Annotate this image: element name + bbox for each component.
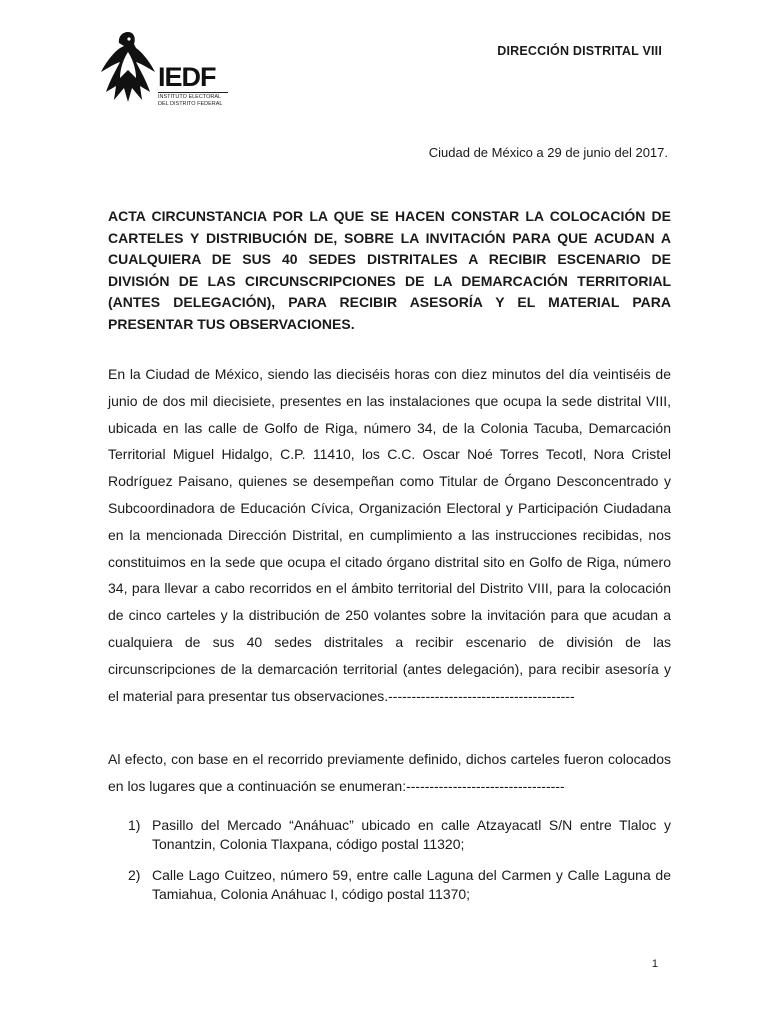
list-item — [108, 866, 671, 904]
list-item-text: Calle Lago Cuitzeo, número 59, entre calle Laguna del Carmen y Calle Laguna de Tamiahua, Colonia Anáhuac I, código postal 11370; — [152, 867, 671, 902]
logo-subtitle — [158, 92, 228, 107]
date-line: Ciudad de México a 29 de junio del 2017. — [428, 145, 668, 160]
iedf-logo — [98, 28, 228, 107]
list-item-number: 1) — [128, 817, 141, 833]
dove-emblem-icon — [98, 28, 162, 104]
list-item — [108, 816, 671, 854]
locations-list — [108, 816, 671, 916]
body-paragraph-2: Al efecto, con base en el recorrido previamente definido, dichos carteles fueron colocados en los lugares que a continuación se enumeran:---------------------------------- — [108, 751, 671, 794]
document-title: ACTA CIRCUNSTANCIA POR LA QUE SE HACEN CONSTAR LA COLOCACIÓN DE CARTELES Y DISTRIBUCIÓN DE, SOBRE LA INVITACIÓN PARA QUE ACUDAN A CUALQUIERA DE SUS 40 SEDES DISTRITALES A RECIBIR ESCENARIO DE DIVISIÓN DE LAS CIRCUNSCRIPCIONES DE LA DEMARCACIÓN TERRITORIAL (ANTES DELEGACIÓN), PARA RECIBIR ASESORÍA Y EL MATERIAL PARA PRESENTAR TUS OBSERVACIONES. — [108, 208, 671, 332]
body-paragraph-1: En la Ciudad de México, siendo las dieciséis horas con diez minutos del día veintiséis de junio de dos mil diecisiete, presentes en las instalaciones que ocupa la sede distrital VIII, ubicada en las calle de Golfo de Riga, número 34, de la Colonia Tacuba, Demarcación Territorial Miguel Hidalgo, C.P. 11410, los C.C. Oscar Noé Torres Tecotl, Nora Cristel Rodríguez Paisano, quienes se desempeñan como Titular de Órgano Desconcentrado y Subcoordinadora de Educación Cívica, Organización Electoral y Participación Ciudadana en la mencionada Dirección Distrital, en cumplimiento a las instrucciones recibidas, nos constituimos en la sede que ocupa el citado órgano distrital sito en Golfo de Riga, número 34, para llevar a cabo recorridos en el ámbito territorial del Distrito VIII, para la colocación de cinco carteles y la distribución de 250 volantes sobre la invitación para que acudan a cualquiera de sus 40 sedes distritales a recibir escenario de división de las circunscripciones de la demarcación territorial (antes delegación), para recibir asesoría y el material para presentar tus observaciones.---------------------------------------- — [108, 366, 671, 704]
logo-wordmark — [158, 64, 228, 107]
list-item-text: Pasillo del Mercado “Anáhuac” ubicado en calle Atzayacatl S/N entre Tlaloc y Tonantzin, Colonia Tlaxpana, código postal 11320; — [152, 817, 671, 852]
logo-abbr: IEDF — [158, 62, 216, 92]
logo-subtitle-line2: DEL DISTRITO FEDERAL — [158, 100, 223, 107]
header-title: DIRECCIÓN DISTRITAL VIII — [497, 44, 662, 58]
logo-subtitle-line1: INSTITUTO ELECTORAL — [158, 94, 222, 100]
list-item-number: 2) — [128, 867, 141, 883]
page-number: 1 — [651, 958, 658, 970]
